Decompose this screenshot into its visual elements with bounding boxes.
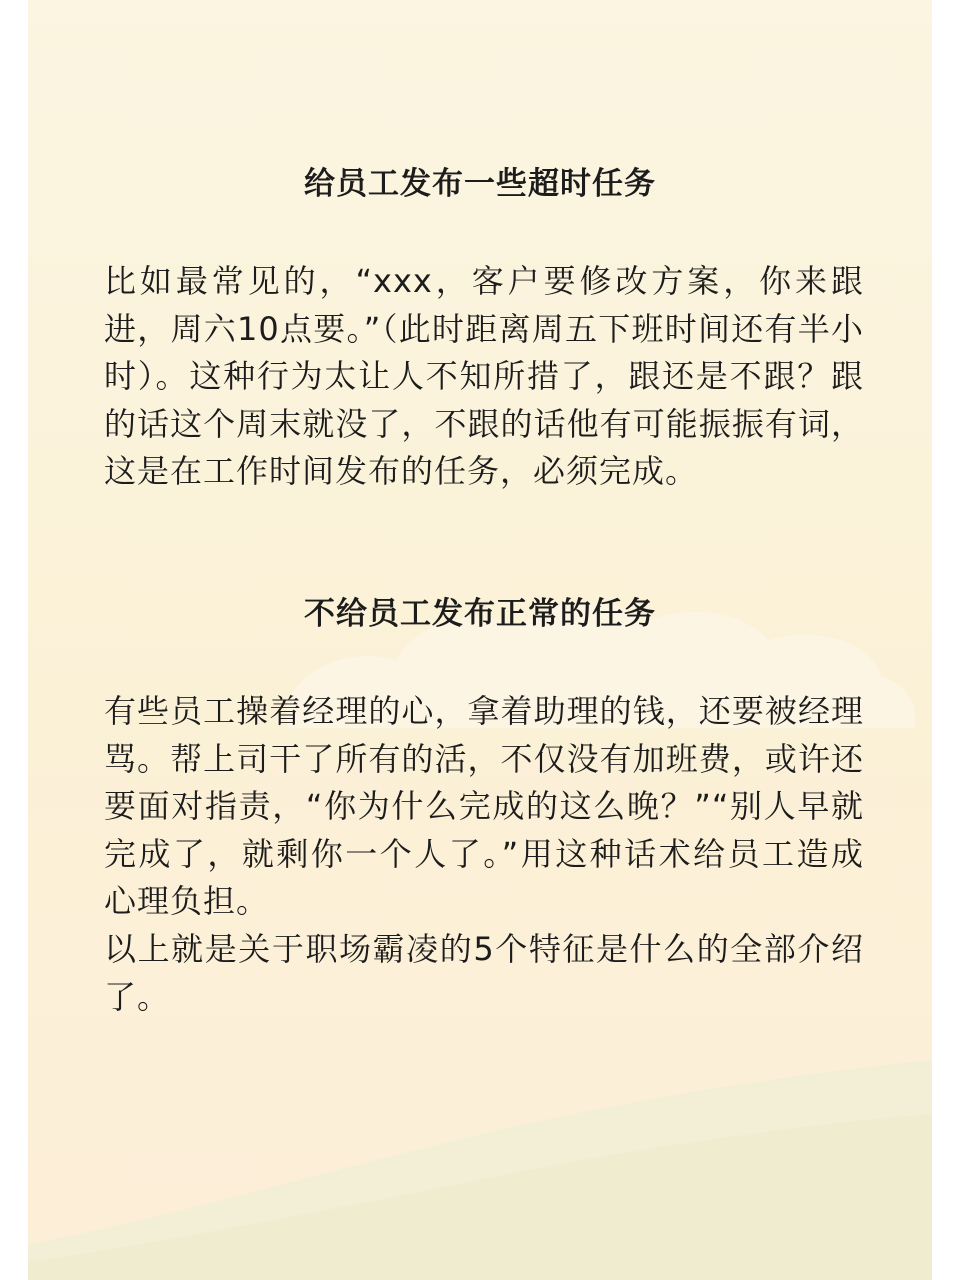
section-heading-2: 不给员工发布正常的任务: [304, 596, 656, 632]
section-heading-1: 给员工发布一些超时任务: [304, 166, 656, 202]
section-paragraph-2: 有些员工操着经理的心，拿着助理的钱，还要被经理骂。帮上司干了所有的活，不仅没有加班费，或许还要面对指责，“你为什么完成的这么晚？”“别人早就完成了，就剩你一个人了。”用这种话术给员工造成心理负担。: [104, 692, 864, 920]
article-content: [28, 0, 932, 1280]
section-paragraph-1: 比如最常见的，“xxx，客户要修改方案，你来跟进，周六10点要。”（此时距离周五下班时间还有半小时）。这种行为太让人不知所措了，跟还是不跟？跟的话这个周末就没了，不跟的话他有可能振振有词，这是在工作时间发布的任务，必须完成。: [104, 262, 864, 490]
article-card: [28, 0, 932, 1280]
section-paragraph-3: 以上就是关于职场霸凌的5个特征是什么的全部介绍了。: [104, 930, 864, 1016]
